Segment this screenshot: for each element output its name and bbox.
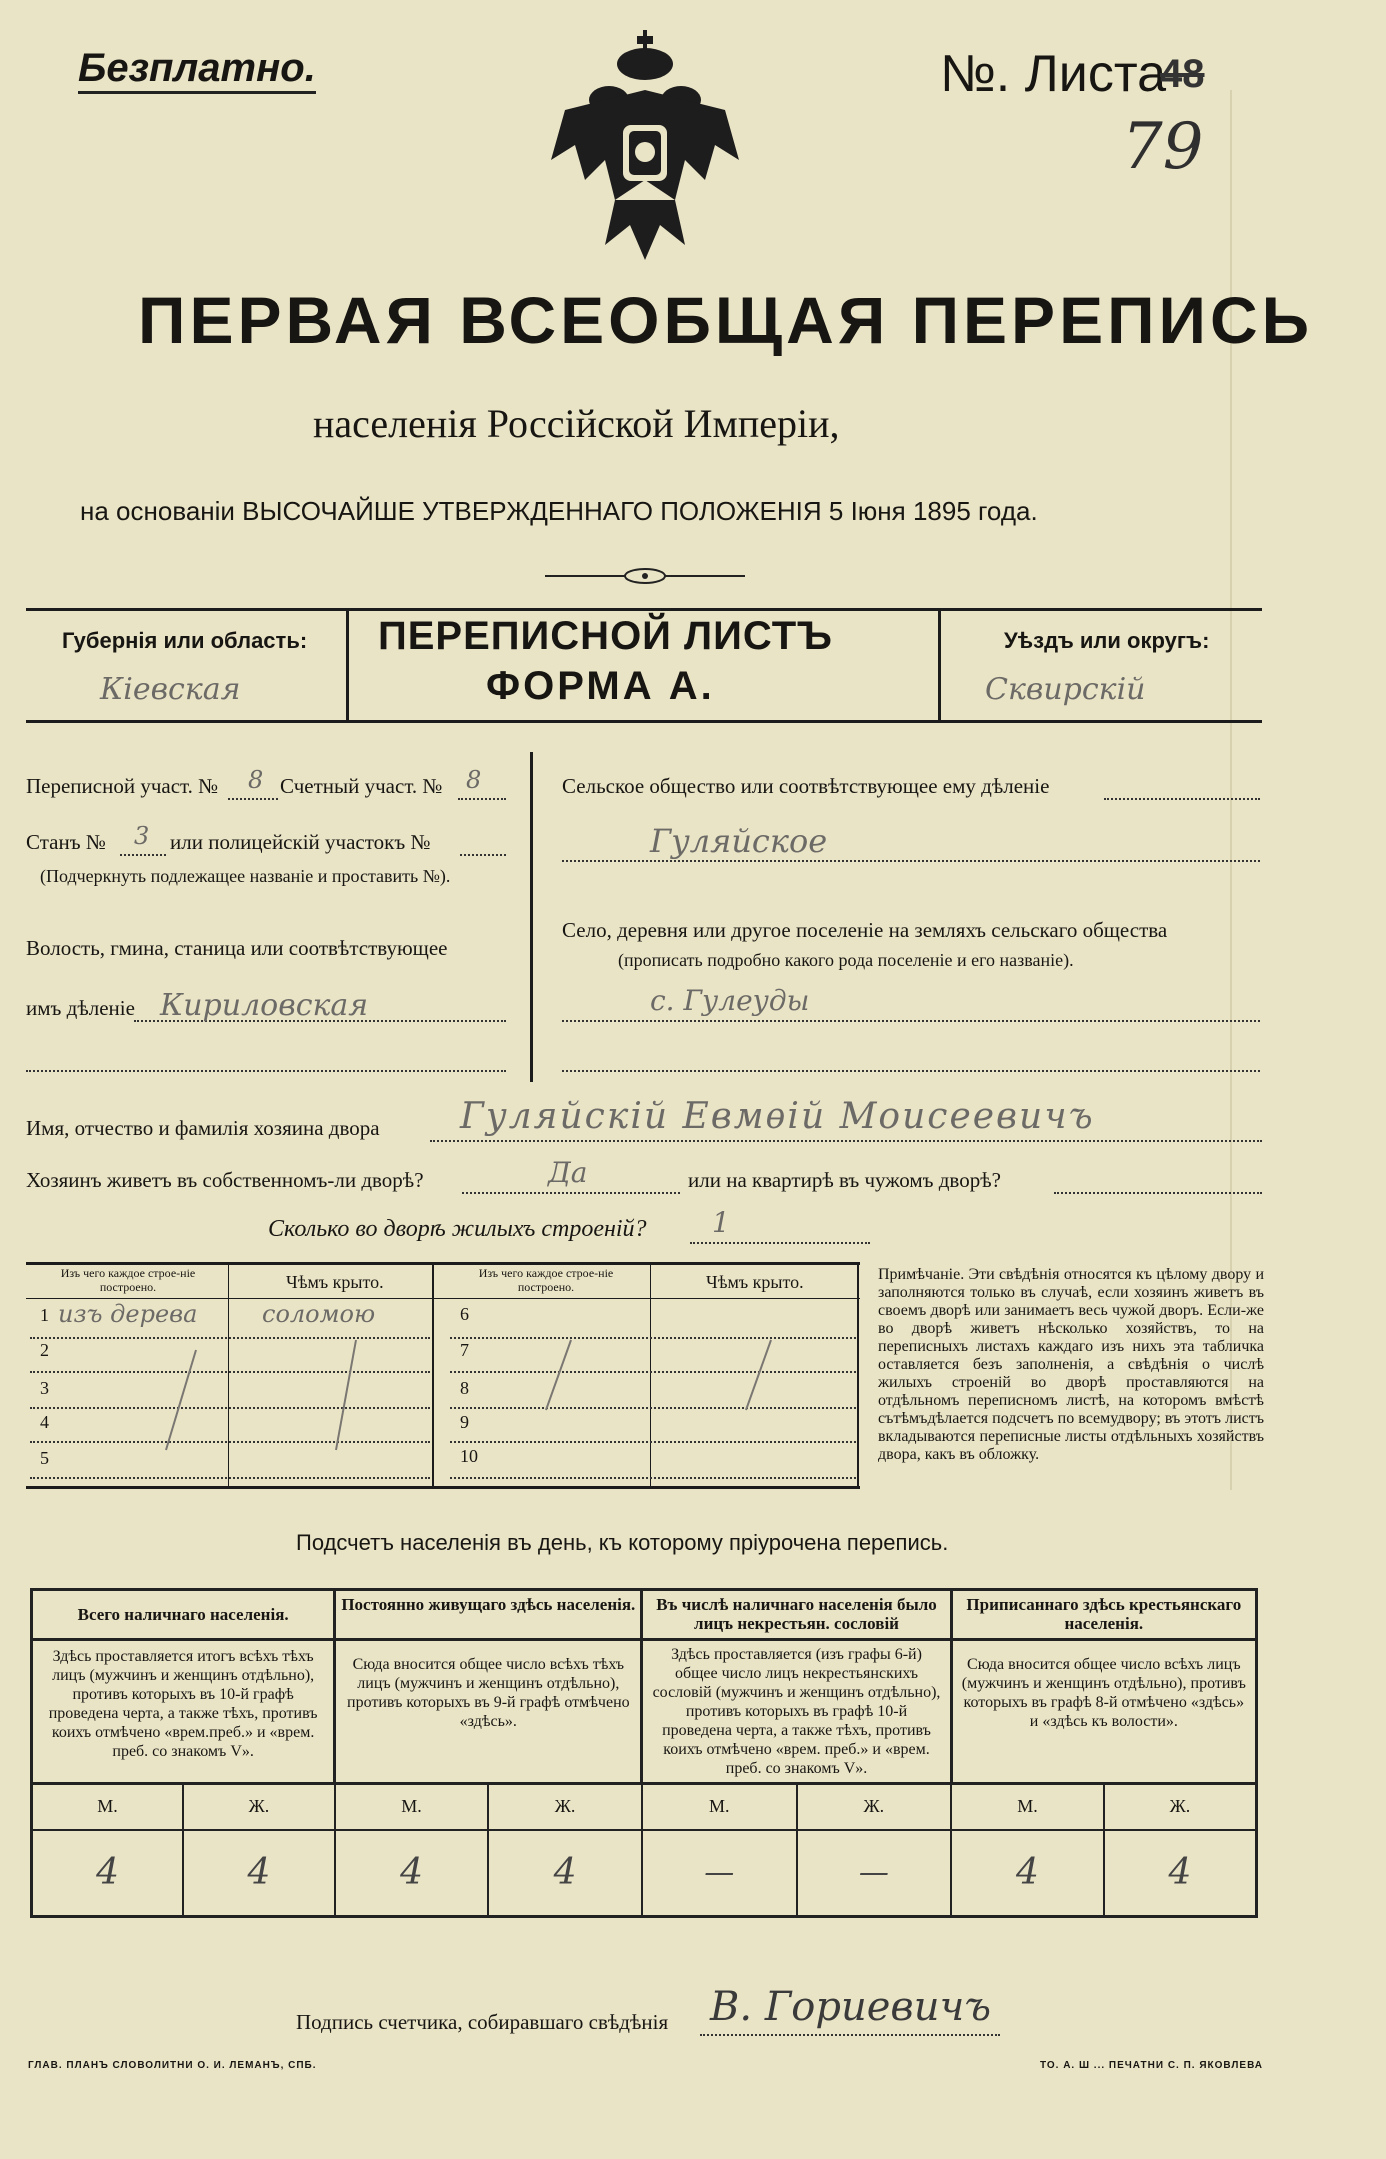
count-cell[interactable] <box>32 1830 184 1917</box>
female-count: 4 <box>1168 1852 1192 1894</box>
own-yard-line <box>462 1190 680 1194</box>
count-cell[interactable] <box>642 1830 797 1917</box>
stan-note: (Подчеркнуть подлежащее названіе и проставить №). <box>40 866 451 886</box>
male-header: М. <box>1017 1796 1038 1817</box>
row-number: 4 <box>40 1412 49 1432</box>
count-cell[interactable] <box>488 1830 642 1917</box>
legal-basis: на основаніи ВЫСОЧАЙШЕ УТВЕРЖДЕННАГО ПОЛОЖЕНІЯ 5 Іюня 1895 года. <box>80 496 1038 526</box>
male-header-cell <box>642 1784 797 1830</box>
pop-col-head: Въ числѣ наличнаго населенія было лицъ некрестьян. сословій <box>656 1595 937 1633</box>
stan-value[interactable]: 3 <box>134 822 150 850</box>
census-district-value[interactable]: 8 <box>248 766 264 794</box>
census-district-label: Переписной участ. № <box>26 774 219 798</box>
male-count: — <box>704 1855 735 1891</box>
row-number: 6 <box>460 1304 469 1324</box>
free-label: Безплатно. <box>78 46 316 94</box>
apartment-line <box>1054 1190 1262 1194</box>
row-number: 10 <box>460 1446 478 1466</box>
count-district-value[interactable]: 8 <box>466 766 482 794</box>
population-title: Подсчетъ населенія въ день, къ которому пріурочена перепись. <box>296 1530 949 1555</box>
male-header: М. <box>401 1796 422 1817</box>
printer-left: ГЛАВ. ПЛАНЪ СЛОВОЛИТНИ О. И. ЛЕМАНЪ, СПБ. <box>28 2060 317 2071</box>
pop-col-desc-cell <box>335 1640 642 1784</box>
female-count: 4 <box>247 1852 271 1894</box>
village-value[interactable]: с. Гулеуды <box>650 984 810 1017</box>
pop-col-desc: Здѣсь проставляется итогъ всѣхъ тѣхъ лицъ (мужчинъ и женщинъ отдѣльно), противъ которыхъ въ 10-й графѣ проведена черта, а также тѣхъ, противъ коихъ отмѣчено «врем.преб.» и «врем. преб. со знакомъ V». <box>48 1648 318 1760</box>
female-count: — <box>858 1855 889 1891</box>
female-header: Ж. <box>248 1796 270 1817</box>
material-header-right: Изъ чего каждое строе-ніе построено. <box>478 1266 614 1294</box>
female-count: 4 <box>553 1852 577 1894</box>
form-subtitle: ФОРМА А. <box>486 664 715 708</box>
empty-row-strokes <box>26 1300 866 1485</box>
buildings-top-rule <box>26 1262 860 1265</box>
band-divider-left <box>346 608 349 723</box>
printer-right: ТО. А. Ш ... ПЕЧАТНИ С. П. ЯКОВЛЕВА <box>1040 2060 1264 2071</box>
pop-col-head-cell <box>951 1590 1256 1640</box>
male-count: 4 <box>400 1852 423 1894</box>
page-title: ПЕРВАЯ ВСЕОБЩАЯ ПЕРЕПИСЬ <box>138 283 1314 357</box>
village-note: (прописать подробно какого рода поселеніе и его названіе). <box>618 950 1074 970</box>
society-label: Сельское общество или соотвѣтствующее ему дѣленіе <box>562 774 1050 798</box>
row-material[interactable]: изъ дерева <box>58 1300 198 1328</box>
society-value[interactable]: Гуляйское <box>650 822 828 860</box>
count-cell[interactable] <box>335 1830 489 1917</box>
buildings-bottom-rule <box>26 1486 860 1489</box>
count-district-line <box>458 796 506 800</box>
owner-name-label: Имя, отчество и фамилія хозяина двора <box>26 1116 380 1140</box>
material-header-left: Изъ чего каждое строе-ніе построено. <box>60 1266 196 1294</box>
ornament-divider <box>545 564 745 588</box>
pop-col-head: Постоянно живущаго здѣсь населенія. <box>341 1595 636 1614</box>
row-number: 7 <box>460 1340 469 1360</box>
signature-value[interactable]: В. Гориевичъ <box>710 1984 992 2030</box>
police-line <box>460 852 506 856</box>
fields-divider <box>530 752 533 1082</box>
gubernia-value[interactable]: Кіевская <box>100 672 241 707</box>
signature-label: Подпись счетчика, собиравшаго свѣдѣнія <box>296 2010 669 2034</box>
volost-label-1: Волость, гмина, станица или соотвѣтствующее <box>26 936 448 960</box>
count-cell[interactable] <box>797 1830 952 1917</box>
female-header: Ж. <box>554 1796 576 1817</box>
band-top-rule <box>26 608 1262 611</box>
pop-col-desc-cell <box>32 1640 335 1784</box>
village-line-2 <box>562 1068 1260 1072</box>
band-bottom-rule <box>26 720 1262 723</box>
male-header-cell <box>951 1784 1104 1830</box>
row-number: 2 <box>40 1340 49 1360</box>
count-cell[interactable] <box>951 1830 1104 1917</box>
male-header: М. <box>97 1796 118 1817</box>
buildings-header-rule <box>26 1298 860 1299</box>
female-header-cell <box>183 1784 335 1830</box>
sheet-number-struck: 48 <box>1160 52 1205 96</box>
pop-col-desc-cell <box>642 1640 951 1784</box>
count-cell[interactable] <box>183 1830 335 1917</box>
volost-value[interactable]: Кириловская <box>160 988 369 1023</box>
roof-header-left: Чѣмъ крыто. <box>286 1272 384 1292</box>
pop-col-head-cell <box>335 1590 642 1640</box>
stan-label: Станъ № <box>26 830 106 854</box>
pop-col-head: Всего наличнаго населенія. <box>77 1605 289 1624</box>
signature-line <box>700 2032 1000 2036</box>
apartment-label: или на квартирѣ въ чужомъ дворѣ? <box>688 1168 1001 1192</box>
village-line-1 <box>562 1018 1260 1022</box>
gubernia-label: Губернія или область: <box>62 628 308 653</box>
volost-label-2: имъ дѣленіе <box>26 996 135 1020</box>
uezd-label: Уѣздъ или округъ: <box>1004 628 1210 653</box>
census-district-line <box>228 796 278 800</box>
female-header: Ж. <box>1169 1796 1191 1817</box>
row-number: 5 <box>40 1448 49 1468</box>
pop-col-desc: Сюда вносится общее число всѣхъ тѣхъ лицъ (мужчинъ и женщинъ отдѣльно), противъ которыхъ въ 9-й графѣ отмѣчено «здѣсь». <box>347 1656 630 1730</box>
pop-col-head: Приписаннаго здѣсь крестьянскаго населенія. <box>966 1595 1242 1633</box>
male-header-cell <box>32 1784 184 1830</box>
female-header-cell <box>1104 1784 1257 1830</box>
female-header: Ж. <box>863 1796 885 1817</box>
pop-col-desc: Сюда вносится общее число всѣхъ лицъ (мужчинъ и женщинъ отдѣльно), противъ которыхъ въ графѣ 8-й отмѣчено «здѣсь» и «здѣсь къ волости». <box>961 1656 1246 1730</box>
form-title: ПЕРЕПИСНОЙ ЛИСТЪ <box>378 614 833 658</box>
village-label: Село, деревня или другое поселеніе на земляхъ сельскаго общества <box>562 918 1168 942</box>
buildings-line <box>690 1240 870 1244</box>
own-yard-label: Хозяинъ живетъ въ собственномъ-ли дворѣ? <box>26 1168 424 1192</box>
sheet-number-label: №. Листа <box>940 45 1167 103</box>
female-header-cell <box>797 1784 952 1830</box>
uezd-value[interactable]: Сквирскій <box>985 672 1146 707</box>
count-cell[interactable] <box>1104 1830 1257 1917</box>
roof-header-right: Чѣмъ крыто. <box>706 1272 804 1292</box>
buildings-label: Сколько во дворѣ жилыхъ строеній? <box>268 1216 647 1242</box>
male-count: 4 <box>96 1852 120 1894</box>
male-count: 4 <box>1016 1852 1039 1894</box>
band-divider-right <box>938 608 941 723</box>
pop-col-head-cell <box>642 1590 951 1640</box>
pop-col-desc: Здѣсь проставляется (изъ графы 6-й) общее число лицъ некрестьянскихъ сословій (мужчинъ и женщинъ отдѣльно), противъ которыхъ въ графѣ 10-й проведена черта, а также тѣхъ, противъ коихъ отмѣчено «врем. преб.» и «врем. преб. со знакомъ V». <box>652 1646 941 1777</box>
row-number: 9 <box>460 1412 469 1432</box>
buildings-value[interactable]: 1 <box>712 1206 730 1239</box>
population-table <box>30 1588 1258 1918</box>
pop-col-head-cell <box>32 1590 335 1640</box>
row-number: 3 <box>40 1378 49 1398</box>
female-header-cell <box>488 1784 642 1830</box>
police-label: или полицейскій участокъ № <box>170 830 431 854</box>
row-roof[interactable]: соломою <box>262 1300 376 1328</box>
owner-name-line <box>430 1138 1262 1142</box>
male-header-cell <box>335 1784 489 1830</box>
page-subtitle: населенія Россійской Имперіи, <box>313 401 840 446</box>
sheet-number-handwritten: 79 <box>1122 110 1204 184</box>
society-line-1 <box>1104 796 1260 800</box>
imperial-eagle-emblem <box>545 30 745 260</box>
row-number: 1 <box>40 1305 49 1325</box>
row-number: 8 <box>460 1378 469 1398</box>
pop-col-desc-cell <box>951 1640 1256 1784</box>
male-header: М. <box>708 1796 730 1817</box>
count-district-label: Счетный участ. № <box>280 774 443 798</box>
own-yard-value[interactable]: Да <box>548 1156 588 1189</box>
buildings-note: Примѣчаніе. Эти свѣдѣнія относятся къ цѣлому двору и заполняются только въ случаѣ, если хозяинъ живетъ въ своемъ дворѣ или занимаетъ весь чужой дворъ. Если-же во дворѣ живетъ нѣсколько хозяйствъ, то на переписныхъ листахъ каждаго изъ нихъ эта табличка оставляется безъ заполненія, а свѣдѣнія о числѣ жилыхъ строеній во дворѣ проставляются на отдѣльномъ переписномъ листѣ, на которомъ вмѣстѣ сътѣмъдѣлается подсчетъ по всемудвору; въ этотъ листъ вкладываются переписные листы отдѣльныхъ хозяйствъ двора, какъ въ обложку. <box>878 1266 1264 1463</box>
volost-extra-line <box>26 1068 506 1072</box>
owner-name-value[interactable]: Гуляйскій Евмѳій Моисеевичъ <box>460 1096 1095 1137</box>
stan-line <box>120 852 166 856</box>
